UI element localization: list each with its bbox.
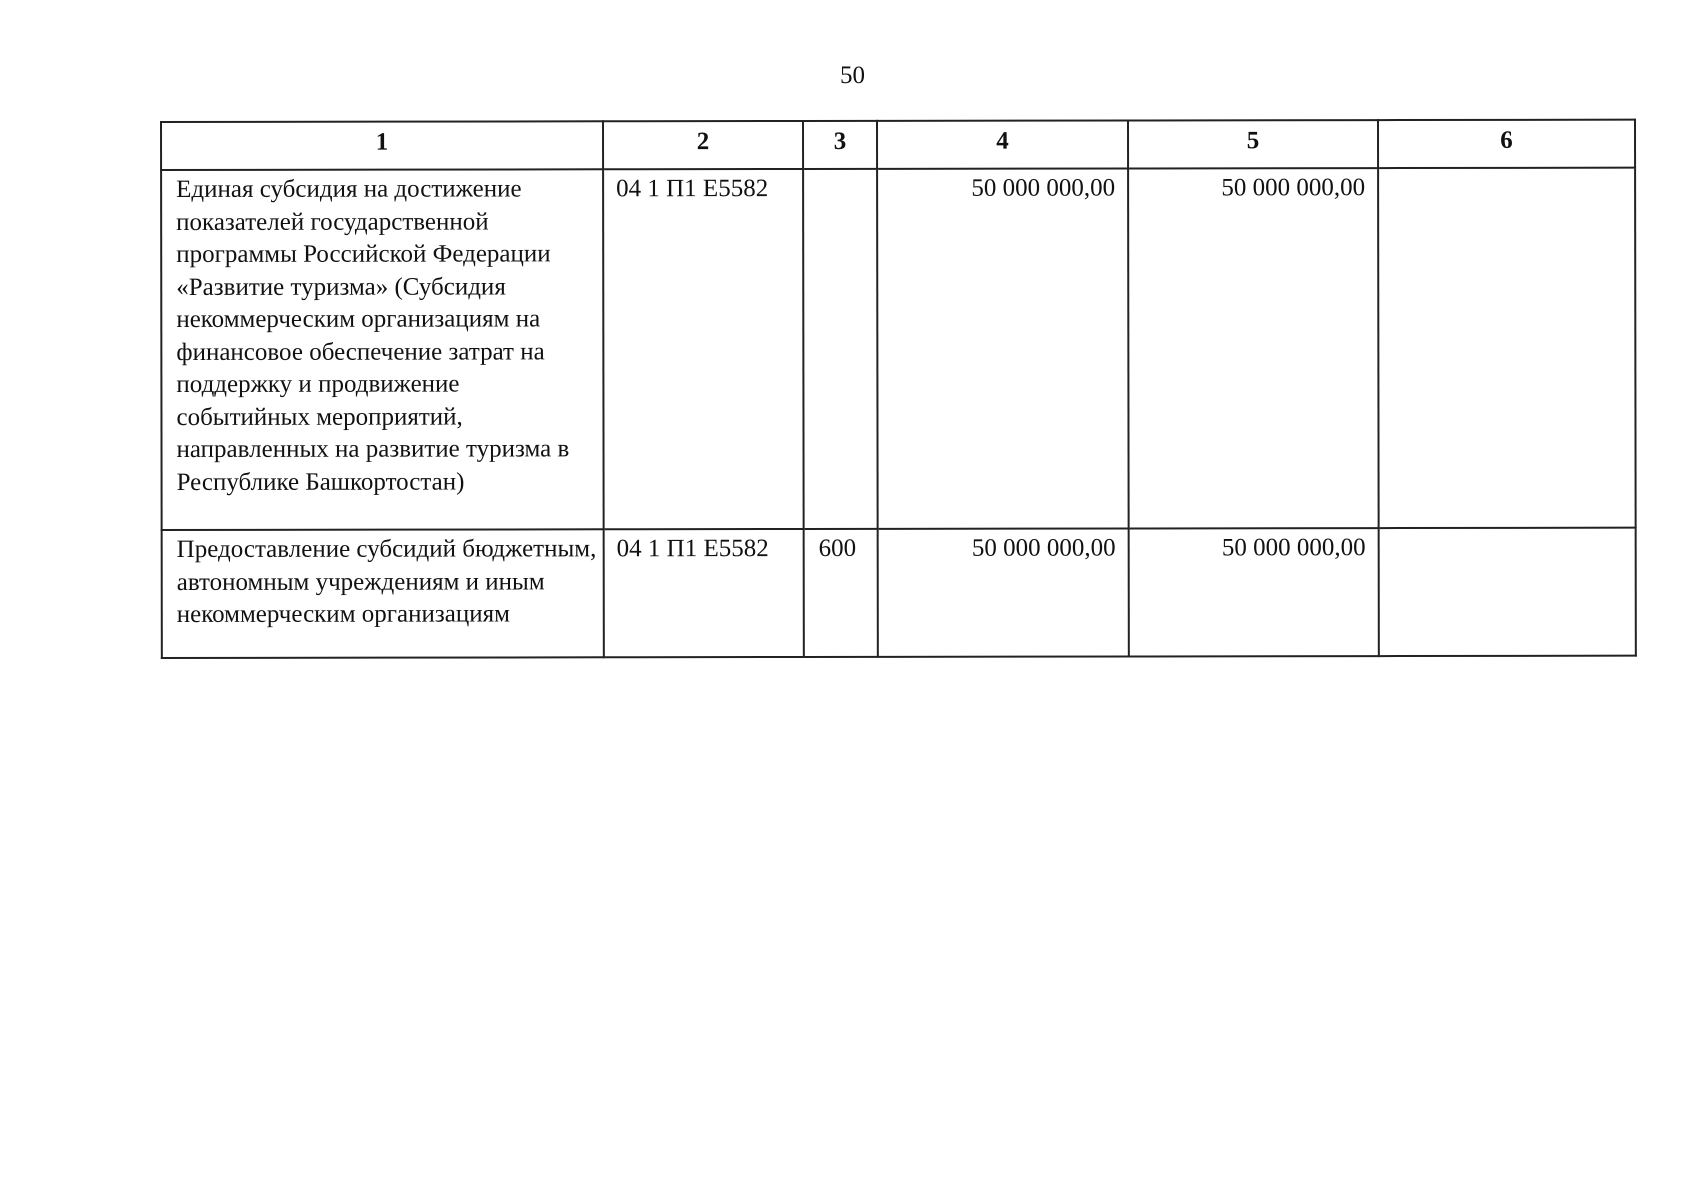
budget-table — [160, 119, 1637, 659]
column-header-5: 5 — [1128, 120, 1378, 168]
row-amount-5-cell: 50 000 000,00 — [1129, 528, 1379, 656]
column-header-3: 3 — [803, 121, 877, 169]
column-header-1: 1 — [161, 121, 603, 170]
column-header-6: 6 — [1378, 120, 1635, 168]
table-body — [161, 168, 1636, 658]
table-row — [161, 168, 1636, 530]
row-code-cell: 04 1 П1 Е5582 — [603, 169, 804, 529]
column-header-4: 4 — [877, 120, 1128, 168]
row-col-6-cell — [1378, 168, 1636, 528]
header-row — [161, 120, 1635, 170]
row-vr-cell — [803, 169, 878, 529]
row-amount-4-cell: 50 000 000,00 — [878, 528, 1129, 656]
row-name-cell: Единая субсидия на достижение показателей государственной программы Российской Федерации «Развитие туризма» (Субсидия некоммерческим организациям на финансовое обеспечение затрат на поддержку и продвижение событийных мероприятий, направленных на развитие туризма в Республике Башкортостан) — [161, 169, 604, 530]
column-header-2: 2 — [603, 121, 803, 169]
row-code-cell: 04 1 П1 Е5582 — [604, 529, 804, 657]
row-amount-5-cell: 50 000 000,00 — [1128, 168, 1379, 528]
table-row — [162, 528, 1636, 658]
row-amount-4-cell: 50 000 000,00 — [877, 168, 1129, 528]
row-name-cell: Предоставление субсидий бюджетным, автономным учреждениям и иным некоммерческим организациям — [162, 529, 604, 658]
row-vr-cell: 600 — [804, 529, 878, 657]
row-col-6-cell — [1379, 528, 1636, 656]
table-header — [161, 120, 1635, 170]
page-number: 50 — [840, 62, 865, 89]
